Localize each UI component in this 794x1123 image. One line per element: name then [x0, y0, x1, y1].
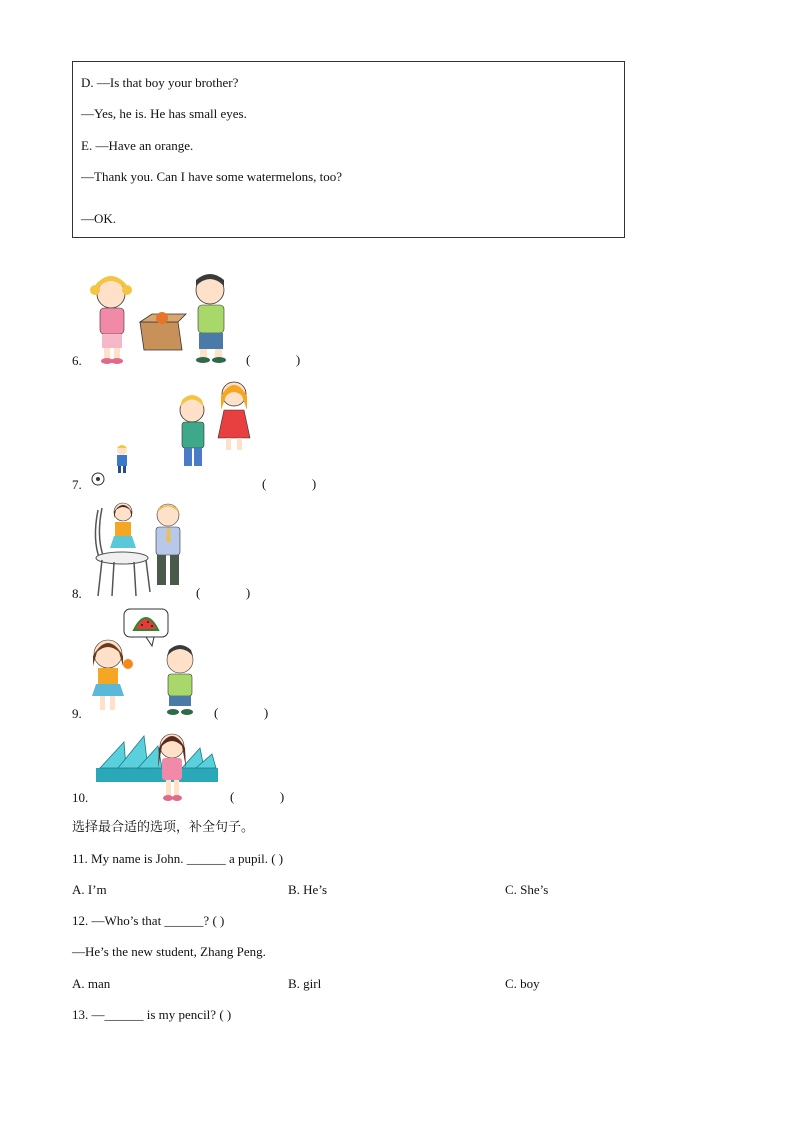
dialog-line-d2: —Yes, he is. He has small eyes.: [81, 106, 247, 121]
question-12-stem: 12. —Who’s that ______? ( ): [72, 913, 225, 928]
dialog-line-e2: —Thank you. Can I have some watermelons, too?: [81, 169, 343, 184]
answer-blank[interactable]: ( ): [230, 789, 285, 804]
picture-girl-chair-man: [90, 500, 190, 600]
question-11-option-a[interactable]: A. I’m: [72, 882, 107, 897]
item-number: 10.: [72, 790, 89, 805]
picture-girl-boy-basket: [86, 272, 246, 367]
question-12-option-a[interactable]: A. man: [72, 976, 111, 991]
item-number: 8.: [72, 586, 82, 601]
answer-blank[interactable]: ( ): [246, 352, 301, 367]
question-11-option-c[interactable]: C. She’s: [505, 882, 549, 897]
question-12-option-c[interactable]: C. boy: [505, 976, 540, 991]
picture-boy-girl-football: [90, 380, 255, 490]
question-11-stem: 11. My name is John. ______ a pupil. ( ): [72, 851, 284, 866]
picture-opera-house-girl: [96, 728, 220, 804]
answer-blank[interactable]: ( ): [262, 476, 317, 491]
question-11-option-b[interactable]: B. He’s: [288, 882, 327, 897]
question-12-option-b[interactable]: B. girl: [288, 976, 322, 991]
picture-girl-orange-boy-watermelon: [88, 608, 208, 720]
item-number: 9.: [72, 706, 82, 721]
question-12-line2: —He’s the new student, Zhang Peng.: [72, 944, 266, 959]
item-number: 7.: [72, 477, 82, 492]
answer-blank[interactable]: ( ): [196, 585, 251, 600]
answer-blank[interactable]: ( ): [214, 705, 269, 720]
item-number: 6.: [72, 353, 82, 368]
question-13-stem: 13. —______ is my pencil? ( ): [72, 1007, 232, 1022]
dialog-line-e1: E. —Have an orange.: [81, 138, 194, 153]
dialog-line-d1: D. —Is that boy your brother?: [81, 75, 239, 90]
dialog-line-e3: —OK.: [81, 211, 117, 226]
section-title: 选择最合适的选项，补全句子。: [72, 820, 255, 835]
